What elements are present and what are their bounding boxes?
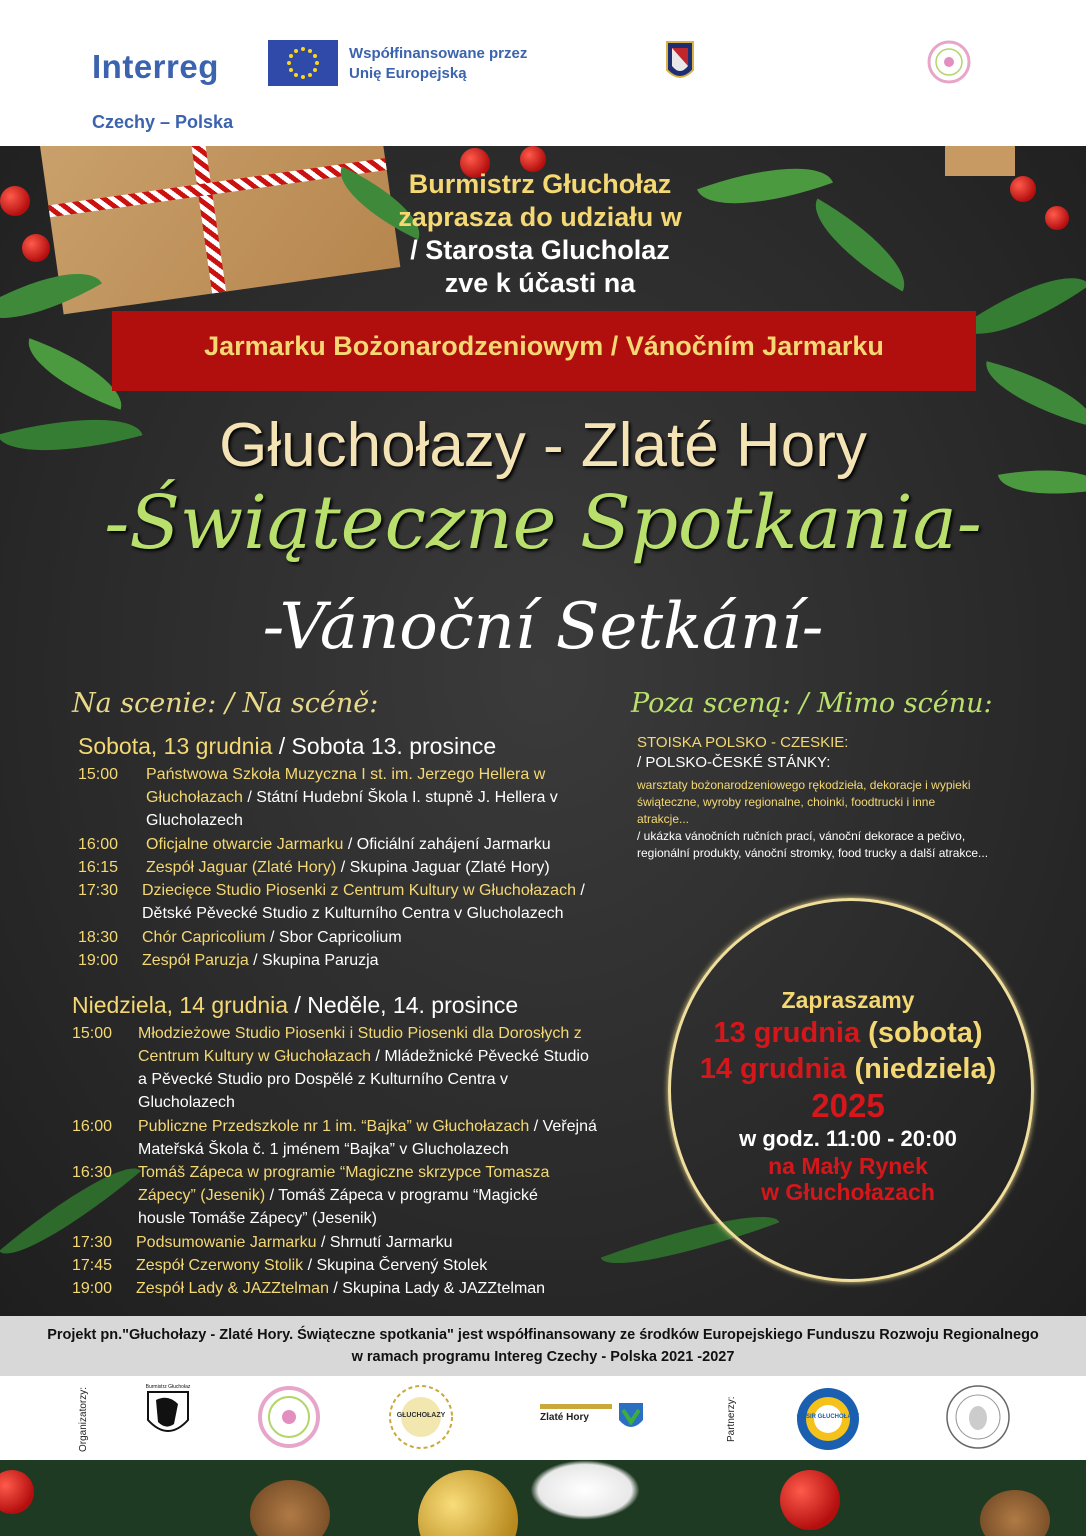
event-cz: / Mládežnické Pěvecké Studio a Pěvecké Studio pro Dospělé z Kulturního Centra v Glucholazech	[138, 1048, 589, 1111]
stalls-title-pl: STOISKA POLSKO - CZESKIE:	[637, 734, 849, 751]
logo-caption: Burmistrz Głuchołaz	[145, 1384, 191, 1390]
subtitle-polish: -Świąteczne Spotkania-	[104, 480, 982, 566]
event-cz: / Skupina Paruzja	[248, 952, 379, 969]
event-pl: Zespół Czerwony Stolik	[136, 1257, 304, 1274]
poinsettia-decoration	[530, 1460, 640, 1520]
event-cz: / Skupina Lady & JAZZtelman	[328, 1280, 546, 1297]
schedule-item	[72, 1231, 602, 1254]
berry-decoration	[22, 234, 50, 262]
stalls-title-cz: / POLSKO-ČESKÉ STÁNKY:	[637, 754, 831, 771]
gift-box-decoration-right	[945, 146, 1015, 176]
stalls-desc-pl: warsztaty bożonarodzeniowego rękodzieła, dekoracje i wypieki świąteczne, wyroby regionalne, choinki, foodtrucki i inne atrakcje...	[637, 778, 971, 826]
leaf-decoration	[799, 199, 922, 292]
schedule-item	[72, 1161, 602, 1230]
gold-ornament-decoration	[418, 1470, 518, 1536]
event-time: 18:30	[78, 929, 119, 946]
event-cz: / Skupina Jaguar (Zlaté Hory)	[336, 859, 550, 876]
event-cz: / Skupina Červený Stolek	[303, 1257, 488, 1274]
event-time: 17:45	[72, 1257, 113, 1274]
schedule-item	[78, 926, 598, 949]
logo-caption: GOSIR GŁUCHOŁAZY	[796, 1414, 860, 1420]
schedule-item	[78, 833, 598, 856]
event-time: 16:15	[78, 859, 119, 876]
program-name: Czechy – Polska	[92, 112, 234, 132]
coat-of-arms-icon	[618, 1402, 644, 1434]
schedule-item	[72, 1254, 602, 1277]
invite-line: Burmistrz Głuchołaz	[408, 169, 672, 199]
round-logo-icon	[927, 40, 971, 84]
schedule-item	[72, 1022, 602, 1114]
event-pl: Podsumowanie Jarmarku	[136, 1234, 317, 1251]
event-cz: / Dětské Pěvecké Studio z Kulturního Centra v Glucholazech	[142, 882, 585, 922]
event-pl: Zespół Jaguar (Zlaté Hory)	[146, 859, 337, 876]
invite-line: / Starosta Glucholaz	[410, 235, 670, 265]
event-pl: Państwowa Szkoła Muzyczna I st. im. Jerzego Hellera w Głuchołazach	[146, 766, 546, 806]
event-time: 16:00	[78, 836, 119, 853]
offstage-heading: Poza sceną: / Mimo scénu:	[631, 688, 993, 719]
organizers-label: Organizatorzy:	[78, 1386, 89, 1452]
stalls-desc-cz: / ukázka vánočních ručních prací, vánoční dekorace a pečivo, regionální produkty, vánoční stromky, food trucky a další atrakce...	[637, 829, 989, 860]
event-time: 15:00	[78, 766, 119, 783]
partners-label: Partnerzy:	[726, 1396, 737, 1442]
invitation-intro	[330, 168, 750, 300]
project-note: Projekt pn."Głuchołazy - Zlaté Hory. Świąteczne spotkania" jest współfinansowany ze środków Europejskiego Funduszu Rozwoju Regionalnego w ramach programu Intereg Czechy - Polska 2021 -2027	[47, 1327, 1039, 1365]
main-title: Głuchołazy - Zlaté Hory	[219, 411, 867, 480]
event-time: 17:30	[72, 1234, 113, 1251]
glucholazy-logo	[388, 1384, 454, 1450]
invite-hours: w godz. 11:00 - 20:00	[739, 1126, 957, 1151]
logo-caption: Zlaté Hory	[540, 1412, 589, 1423]
berry-decoration	[0, 186, 30, 216]
event-pl: Publiczne Przedszkole nr 1 im. “Bajka” w Głuchołazach	[138, 1118, 530, 1135]
logo-caption: GŁUCHOŁAZY	[396, 1412, 446, 1419]
berry-decoration	[1010, 176, 1036, 202]
event-cz: / Shrnutí Jarmarku	[316, 1234, 453, 1251]
invite-line: zaprasza do udziału w	[398, 202, 682, 232]
invite-welcome: Zapraszamy	[781, 987, 915, 1013]
schedule-item	[78, 763, 598, 832]
event-pl: Zespół Lady & JAZZtelman	[136, 1280, 329, 1297]
cofinanced-text: Współfinansowane przez Unię Europejską	[349, 45, 528, 82]
zlate-hory-logo	[538, 1400, 648, 1436]
saturday-heading	[78, 733, 496, 760]
event-cz: / Státní Hudební Škola I. stupně J. Hellera v Glucholazech	[146, 789, 558, 829]
event-time: 15:00	[72, 1025, 113, 1042]
event-time: 19:00	[72, 1280, 113, 1297]
schedule-item	[78, 949, 598, 972]
day-title-cz: / Sobota 13. prosince	[272, 733, 497, 759]
subtitle-czech: -Vánoční Setkání-	[262, 590, 824, 664]
schedule-item	[72, 1115, 602, 1161]
event-time: 17:30	[78, 882, 119, 899]
invite-date-2	[653, 1051, 1043, 1087]
day-title-pl: Sobota, 13 grudnia	[78, 733, 273, 759]
invite-line: zve k účasti na	[444, 268, 636, 298]
event-cz: / Tomáš Zápeca v programu “Magické housle Tomáše Zápecy” (Jesenik)	[138, 1187, 538, 1227]
eu-flag-icon	[268, 40, 338, 86]
event-pl: Młodzieżowe Studio Piosenki i Studio Piosenki dla Dorosłych z Centrum Kultury w Głuchołazach	[138, 1025, 582, 1065]
day-title-pl: Niedziela, 14 grudnia	[72, 992, 289, 1018]
day-text: (niedziela)	[846, 1053, 997, 1085]
ornament-decoration	[0, 1470, 34, 1514]
event-time: 16:00	[72, 1118, 113, 1135]
shield-logo-icon	[665, 40, 695, 84]
event-pl: Oficjalne otwarcie Jarmarku	[146, 836, 344, 853]
schedule-item	[72, 1277, 602, 1300]
event-pl: Chór Capricolium	[142, 929, 266, 946]
schedule-item	[78, 856, 598, 879]
pinecone-decoration	[980, 1490, 1050, 1536]
berry-decoration	[1045, 206, 1069, 230]
leaf-decoration	[960, 252, 1086, 359]
schedule-item	[78, 879, 598, 925]
invite-place: w Głuchołazach	[761, 1179, 935, 1205]
day-text: (sobota)	[860, 1017, 983, 1049]
biblioteka-logo	[945, 1384, 1011, 1450]
pinecone-decoration	[250, 1480, 330, 1536]
day-title-cz: / Neděle, 14. prosince	[288, 992, 519, 1018]
centrum-kultury-logo	[258, 1386, 320, 1448]
event-time: 16:30	[72, 1164, 113, 1181]
invite-place: na Mały Rynek	[768, 1153, 928, 1179]
event-time: 19:00	[78, 952, 119, 969]
burmistrz-logo	[140, 1384, 196, 1446]
date-text: 13 grudnia	[713, 1017, 861, 1049]
event-cz: / Oficiální zahájení Jarmarku	[343, 836, 551, 853]
event-cz: / Veřejná Mateřská Škola č. 1 jménem “Bajka” v Glucholazech	[138, 1118, 597, 1158]
stage-heading: Na scenie: / Na scéně:	[72, 688, 379, 719]
gosir-logo	[796, 1387, 860, 1451]
ornament-decoration	[780, 1470, 840, 1530]
event-pl: Zespół Paruzja	[142, 952, 249, 969]
bottom-decoration	[0, 1460, 1086, 1536]
banner-text: Jarmarku Bożonarodzeniowym / Vánočním Jarmarku	[204, 331, 884, 361]
invite-date-1	[653, 1015, 1043, 1051]
invite-year: 2025	[811, 1087, 885, 1124]
shield-icon	[146, 1390, 190, 1442]
interreg-logo: Interreg	[92, 48, 219, 85]
sunday-heading	[72, 992, 518, 1019]
event-pl: Tomáš Zápeca w programie “Magiczne skrzypce Tomasza Zápecy” (Jesenik)	[138, 1164, 550, 1204]
event-pl: Dziecięce Studio Piosenki z Centrum Kultury w Głuchołazach	[142, 882, 576, 899]
date-text: 14 grudnia	[699, 1053, 847, 1085]
invitation-details	[653, 985, 1043, 1205]
event-cz: / Sbor Capricolium	[265, 929, 402, 946]
